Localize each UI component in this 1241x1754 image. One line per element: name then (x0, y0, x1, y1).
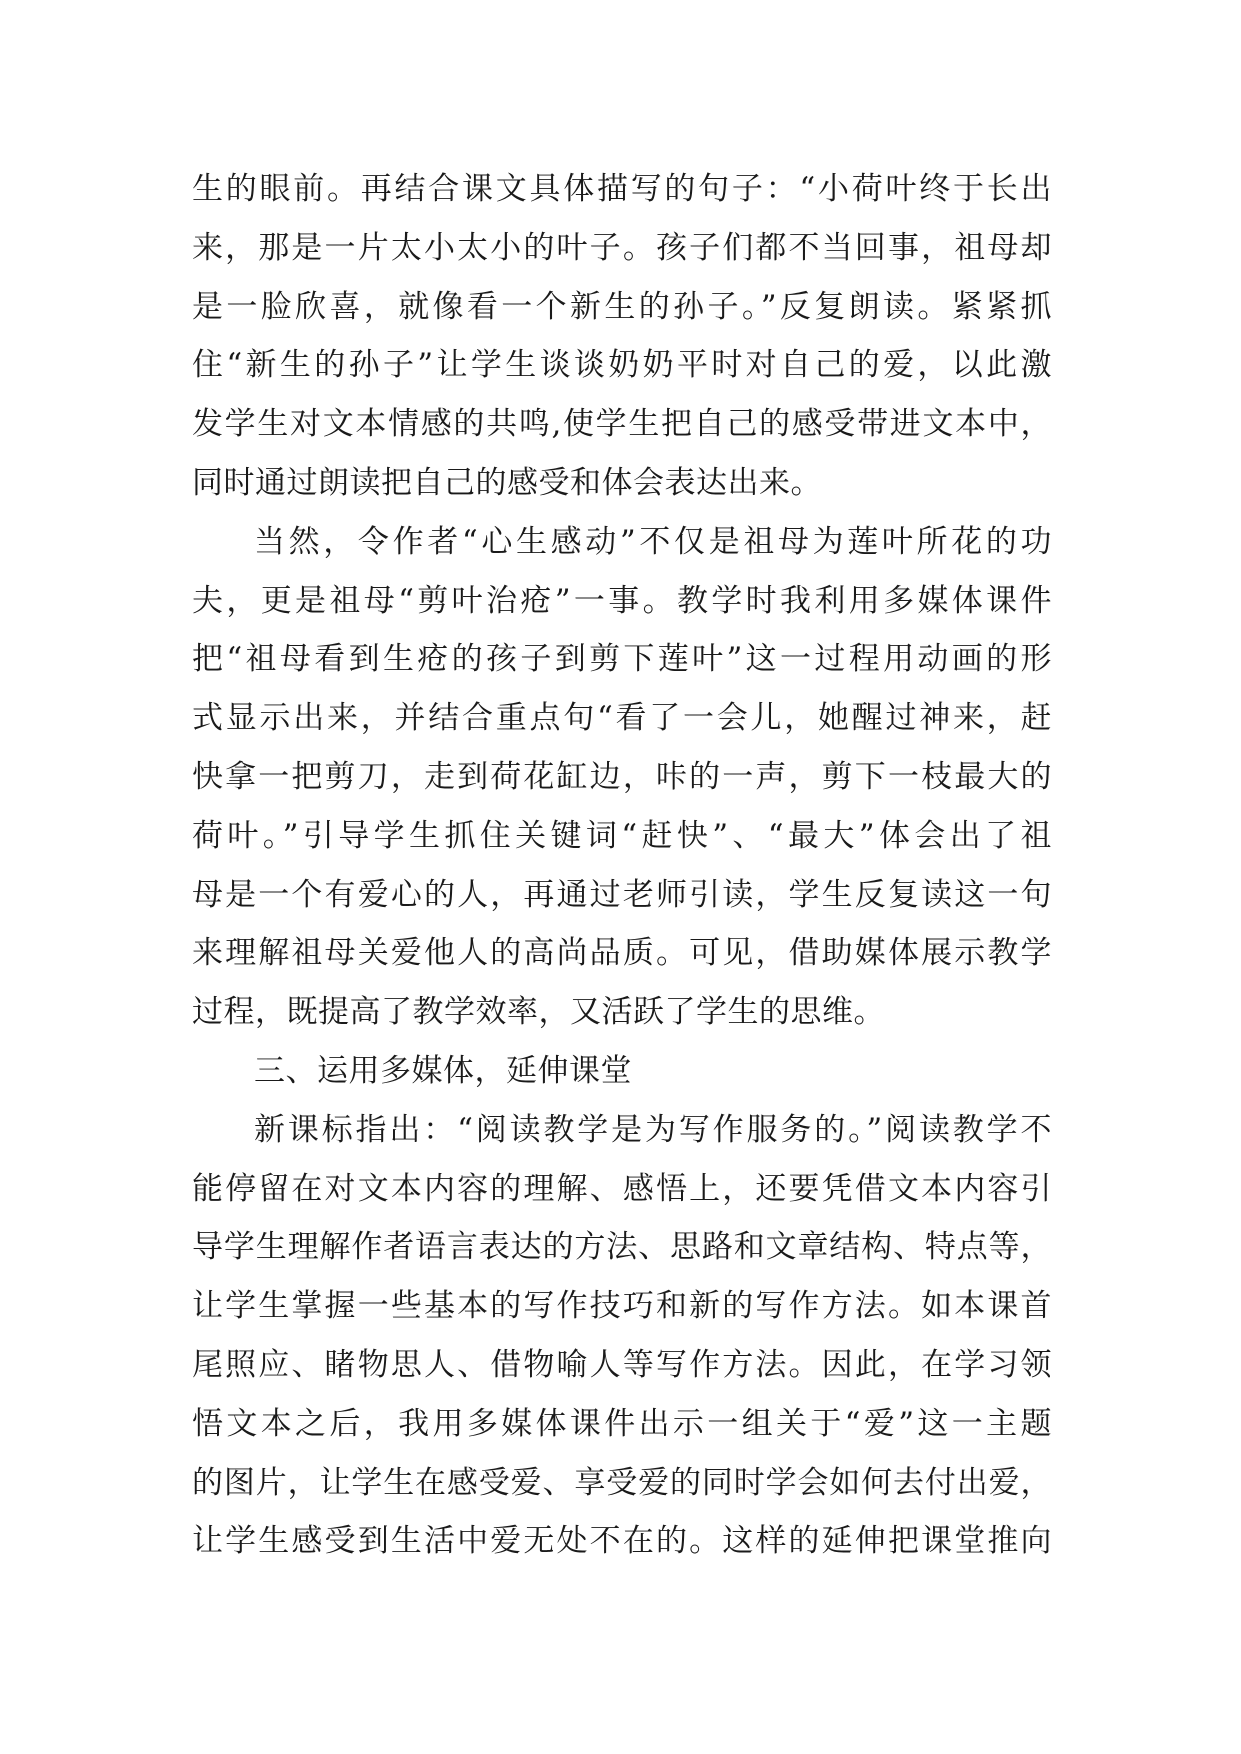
text-line: 让学生感受到生活中爱无处不在的。这样的延伸把课堂推向 (192, 1523, 1052, 1560)
text-line: 生的眼前。再结合课文具体描写的句子：“小荷叶终于长出 (192, 171, 1052, 207)
text-line: 母是一个有爱心的人，再通过老师引读，学生反复读这一句 (192, 876, 1052, 913)
text-line: 是一脸欣喜，就像看一个新生的孙子。”反复朗读。紧紧抓 (192, 288, 1052, 325)
document-body (192, 160, 1052, 1571)
text-line: 快拿一把剪刀，走到荷花缸边，咔的一声，剪下一枝最大的 (192, 758, 1052, 795)
text-line: 来理解祖母关爱他人的高尚品质。可见，借助媒体展示教学 (192, 935, 1052, 972)
paragraph-first-line: 当然，令作者“心生感动”不仅是祖母为莲叶所花的功 (254, 523, 1052, 560)
text-line: 式显示出来，并结合重点句“看了一会儿，她醒过神来，赶 (192, 700, 1052, 737)
text-line: 尾照应、睹物思人、借物喻人等写作方法。因此，在学习领 (192, 1346, 1052, 1383)
text-line: 让学生掌握一些基本的写作技巧和新的写作方法。如本课首 (192, 1288, 1052, 1325)
text-line: 悟文本之后，我用多媒体课件出示一组关于“爱”这一主题 (192, 1405, 1052, 1442)
text-line: 能停留在对文本内容的理解、感悟上，还要凭借文本内容引 (192, 1170, 1052, 1207)
text-line: 把“祖母看到生疮的孩子到剪下莲叶”这一过程用动画的形 (192, 641, 1052, 678)
text-line: 发学生对文本情感的共鸣,使学生把自己的感受带进文本中， (192, 406, 1052, 443)
text-line: 过程，既提高了教学效率，又活跃了学生的思维。 (192, 994, 885, 1031)
text-line: 夫，更是祖母“剪叶治疮”一事。教学时我利用多媒体课件 (192, 582, 1052, 619)
text-line: 来，那是一片太小太小的叶子。孩子们都不当回事，祖母却 (192, 229, 1052, 266)
section-heading: 三、运用多媒体，延伸课堂 (254, 1052, 632, 1089)
text-line: 的图片，让学生在感受爱、享受爱的同时学会如何去付出爱， (192, 1464, 1052, 1501)
paragraph-first-line: 新课标指出：“阅读教学是为写作服务的。”阅读教学不 (254, 1111, 1052, 1148)
text-line: 住“新生的孙子”让学生谈谈奶奶平时对自己的爱，以此激 (192, 347, 1052, 384)
text-line: 荷叶。”引导学生抓住关键词“赶快”、“最大”体会出了祖 (192, 817, 1052, 854)
text-line: 导学生理解作者语言表达的方法、思路和文章结构、特点等， (192, 1229, 1052, 1266)
text-line: 同时通过朗读把自己的感受和体会表达出来。 (192, 464, 822, 501)
